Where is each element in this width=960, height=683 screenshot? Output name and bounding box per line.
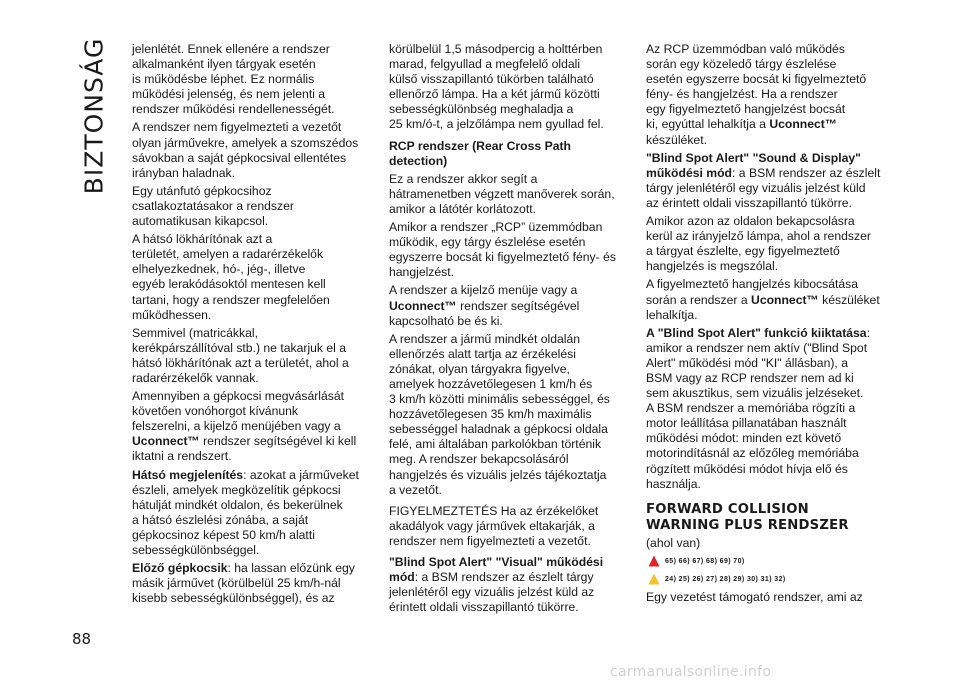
paragraph: [132, 561, 374, 606]
paragraph: [646, 151, 882, 211]
text-column-1: [132, 42, 374, 609]
text-run: A rendszer a kijelző menüje vagy a: [389, 283, 578, 298]
brand-name: Uconnect™: [769, 117, 838, 132]
text-run: rendszer segítségével kapcsolható be és ki.: [389, 298, 580, 328]
paragraph: A rendszer a jármű mindkét oldalán ellenőrzés alatt tartja az érzékelési zónákat, olyan tárgyakra figyelve, amelyek hozzávetőlegesen 1 km/h és 3 km/h közötti minimális sebességgel, és hozzávetőlegesen 35 km/h maximális sebességgel haladnak a gépkocsi oldala felé, ami általában parkolókban történik meg. A rendszer bekapcsolásáról hangjelzés és vizuális jelzés tájékoztatja a vezetőt.: [389, 331, 610, 497]
text-column-2: [389, 42, 631, 618]
availability-note: (ahol van): [646, 535, 701, 550]
watermark: carmanualsonline.info: [610, 664, 772, 680]
text-run: : ha lassan előzünk egy másik járművet (körülbelül 25 km/h-nál kisebb sebességkülönbséggel), és az: [132, 561, 355, 606]
paragraph: Amikor a rendszer „RCP” üzemmódban működik, egy tárgy észlelése esetén egyszerre bocsát ki figyelmeztető fény- és hangjelzést.: [389, 220, 616, 280]
paragraph: Ez a rendszer akkor segít a hátramenetben végzett manőverek során, amikor a látótér korlátozott.: [389, 171, 615, 216]
paragraph: Egy utánfutó gépkocsihoz csatlakoztatásakor a rendszer automatikusan kikapcsol.: [132, 183, 294, 229]
caution-triangle-icon: [648, 573, 660, 585]
paragraph: Amikor azon az oldalon bekapcsolásra kerül az irányjelző lámpa, ahol a rendszer a tárgyat észlelte, egy figyelmeztető hangjelzés is megszólal.: [646, 214, 871, 274]
brand-name: Uconnect™: [132, 434, 200, 449]
term-heading: "Blind Spot Alert" "Visual" működési mód: [389, 555, 604, 585]
paragraph: A rendszer nem figyelmezteti a vezetőt olyan járművekre, amelyek a szomszédos sávokban a saját gépkocsival ellentétes irányban haladnak.: [132, 120, 359, 180]
text-column-3: [646, 42, 882, 608]
brand-name: Uconnect™: [751, 292, 819, 307]
paragraph: Egy vezetést támogató rendszer, ami az: [646, 590, 863, 604]
paragraph: [132, 389, 374, 464]
text-run: : a BSM rendszer az észlelt tárgy jelenlétéről egy vizuális jelzést küld az érintett oldali visszapillantó tükörre.: [646, 165, 881, 210]
text-run: rendszer segítségével ki kell iktatni a rendszert.: [132, 434, 357, 464]
paragraph: [389, 283, 631, 328]
warning-triangle-icon: [648, 555, 660, 567]
paragraph: [646, 42, 882, 148]
section-heading-fcw: FORWARD COLLISION WARNING PLUS RENDSZER: [646, 501, 849, 533]
brand-name: Uconnect™: [389, 298, 457, 313]
paragraph: [646, 326, 882, 492]
section-label-text: BIZTONSÁG: [79, 37, 109, 194]
caution-ref-row: [648, 572, 882, 587]
paragraph: A hátsó lökhárítónak azt a területét, amelyen a radarérzékelők elhelyezkednek, hó-, jég-, illetve egyéb lerakódásoktól mentesen kell tartani, hogy a rendszer megfelelően működhessen.: [132, 232, 330, 322]
subheading-rcp: RCP rendszer (Rear Cross Path detection): [389, 138, 571, 168]
warning-ref-row: [648, 554, 882, 569]
paragraph: Semmivel (matricákkal, kerékpárszállítóval stb.) ne takarjuk el a hátsó lökhárítónak azt a területét, ahol a radarérzékelők vannak.: [132, 325, 349, 385]
term-heading: Előző gépkocsik: [132, 561, 228, 576]
term-heading: Hátsó megjelenítés: [132, 467, 244, 482]
term-heading: "Blind Spot Alert" "Sound & Display" működési mód: [646, 150, 861, 180]
warning-paragraph: FIGYELMEZTETÉS Ha az érzékelőket akadályok vagy járművek eltakarják, a rendszer nem figyelmezteti a vezetőt.: [389, 503, 599, 548]
text-run: Az RCP üzemmódban való működés során egy közeledő tárgy észlelése esetén egyszerre bocsát ki figyelmeztető fény- és hangjelzést. Ha a rendszer egy figyelmeztető hangjelzést bocsát ki, egyúttal lehalkítja a: [646, 42, 867, 132]
text-run: készüléket.: [646, 132, 707, 147]
paragraph: [389, 555, 631, 615]
warning-ref-list: 65) 66) 67) 68) 69) 70): [665, 557, 745, 565]
paragraph: [646, 277, 882, 322]
text-run: A figyelmeztető hangjelzés kibocsátása során a rendszer a: [646, 277, 859, 307]
text-run: készüléket lehalkítja.: [646, 292, 880, 322]
paragraph: [132, 468, 374, 559]
paragraph: körülbelül 1,5 másodpercig a holttérben marad, felgyullad a megfelelő oldali külső visszapillantó tükörben található ellenőrző lámpa. Ha a két jármű közötti sebességkülönbség meghaladja a 25 km/ó-t, a jelzőlámpa nem gyullad fel.: [389, 42, 604, 132]
text-run: Amennyiben a gépkocsi megvásárlását követően vonóhorgot kívánunk felszerelni, a kijelző menüjében vagy a: [132, 389, 345, 434]
text-run: : azokat a járműveket észleli, amelyek megközelítik gépkocsi hátulját mindkét oldalon, és bekerülnek a hátsó észlelési zónába, a saját gépkocsinoz képest 50 km/h alatti sebességkülönbséggel.: [132, 467, 359, 557]
paragraph: jelenlétét. Ennek ellenére a rendszer alkalmanként ilyen tárgyak esetén is működésbe léphet. Ez normális működési jelenség, és nem jelenti a rendszer működési rendellenességét.: [132, 42, 335, 117]
page-number: 88: [72, 630, 92, 648]
text-run: : a BSM rendszer az észlelt tárgy jelenlétéről egy vizuális jelzést küld az érintett oldali visszapillantó tükörre.: [389, 570, 595, 615]
term-heading: A "Blind Spot Alert" funkció kiiktatása: [646, 325, 867, 340]
text-run: : amikor a rendszer nem aktív ("Blind Spot Alert" működési mód "KI" állásban), a BSM vagy az RCP rendszer nem ad ki sem akusztikus, sem vizuális jelzéseket. A BSM rendszer a memóriába rögzíti a motor leállítása pillanatában használt működési módot: minden ezt követő motorindításnál az előzőleg memóriába rögzített működési módot hívja elő és használja.: [646, 325, 870, 491]
section-label: [74, 37, 114, 194]
caution-ref-list: 24) 25) 26) 27) 28) 29) 30) 31) 32): [665, 575, 786, 583]
